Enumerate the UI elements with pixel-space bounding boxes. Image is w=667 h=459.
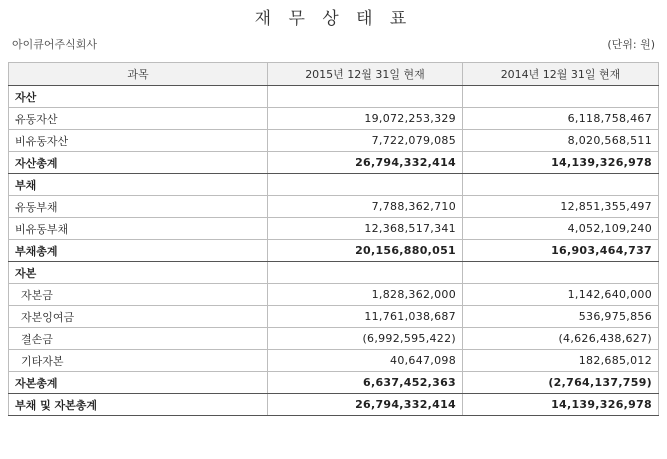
row-label: 자본: [9, 262, 268, 284]
value-2014: [463, 262, 659, 284]
value-2014: 536,975,856: [463, 306, 659, 328]
row-label: 부채총계: [9, 240, 268, 262]
row-label: 비유동부채: [9, 218, 268, 240]
header-account: 과목: [9, 63, 268, 86]
row-label: 부채 및 자본총계: [9, 394, 268, 416]
value-2015: [268, 174, 463, 196]
value-2014: 182,685,012: [463, 350, 659, 372]
value-2014: [463, 174, 659, 196]
value-2015: 6,637,452,363: [268, 372, 463, 394]
balance-sheet-table: [8, 62, 659, 416]
table-row: [9, 328, 659, 350]
row-label: 부채: [9, 174, 268, 196]
value-2014: (2,764,137,759): [463, 372, 659, 394]
total-row-liabilities-and-equity: [9, 394, 659, 416]
value-2015: 40,647,098: [268, 350, 463, 372]
table-row: [9, 284, 659, 306]
table-row: [9, 350, 659, 372]
section-row-assets: [9, 86, 659, 108]
value-2014: (4,626,438,627): [463, 328, 659, 350]
total-row-assets: [9, 152, 659, 174]
value-2015: 7,722,079,085: [268, 130, 463, 152]
value-2015: 26,794,332,414: [268, 394, 463, 416]
row-label: 자산: [9, 86, 268, 108]
value-2014: 8,020,568,511: [463, 130, 659, 152]
value-2015: 11,761,038,687: [268, 306, 463, 328]
section-row-liabilities: [9, 174, 659, 196]
value-2014: 4,052,109,240: [463, 218, 659, 240]
table-header-row: [9, 63, 659, 86]
table-row: [9, 108, 659, 130]
company-name: 아이큐어주식회사: [12, 38, 98, 51]
table-row: [9, 196, 659, 218]
value-2014: [463, 86, 659, 108]
row-label: 유동자산: [9, 108, 268, 130]
value-2014: 14,139,326,978: [463, 394, 659, 416]
value-2015: [268, 86, 463, 108]
table-row: [9, 130, 659, 152]
value-2014: 14,139,326,978: [463, 152, 659, 174]
section-row-equity: [9, 262, 659, 284]
value-2015: [268, 262, 463, 284]
row-label: 유동부채: [9, 196, 268, 218]
unit-note: (단위: 원): [607, 38, 655, 51]
row-label: 비유동자산: [9, 130, 268, 152]
value-2015: 12,368,517,341: [268, 218, 463, 240]
row-label: 자본총계: [9, 372, 268, 394]
value-2014: 1,142,640,000: [463, 284, 659, 306]
table-row: [9, 306, 659, 328]
table-row: [9, 218, 659, 240]
value-2015: 20,156,880,051: [268, 240, 463, 262]
row-label: 결손금: [9, 328, 268, 350]
value-2015: 7,788,362,710: [268, 196, 463, 218]
header-2015: 2015년 12월 31일 현재: [268, 63, 463, 86]
value-2015: 1,828,362,000: [268, 284, 463, 306]
value-2014: 12,851,355,497: [463, 196, 659, 218]
total-row-equity: [9, 372, 659, 394]
row-label: 자본잉여금: [9, 306, 268, 328]
row-label: 기타자본: [9, 350, 268, 372]
value-2015: (6,992,595,422): [268, 328, 463, 350]
document-title: 재 무 상 태 표: [254, 9, 413, 29]
value-2015: 26,794,332,414: [268, 152, 463, 174]
row-label: 자본금: [9, 284, 268, 306]
value-2014: 16,903,464,737: [463, 240, 659, 262]
header-2014: 2014년 12월 31일 현재: [463, 63, 659, 86]
value-2015: 19,072,253,329: [268, 108, 463, 130]
total-row-liabilities: [9, 240, 659, 262]
row-label: 자산총계: [9, 152, 268, 174]
value-2014: 6,118,758,467: [463, 108, 659, 130]
